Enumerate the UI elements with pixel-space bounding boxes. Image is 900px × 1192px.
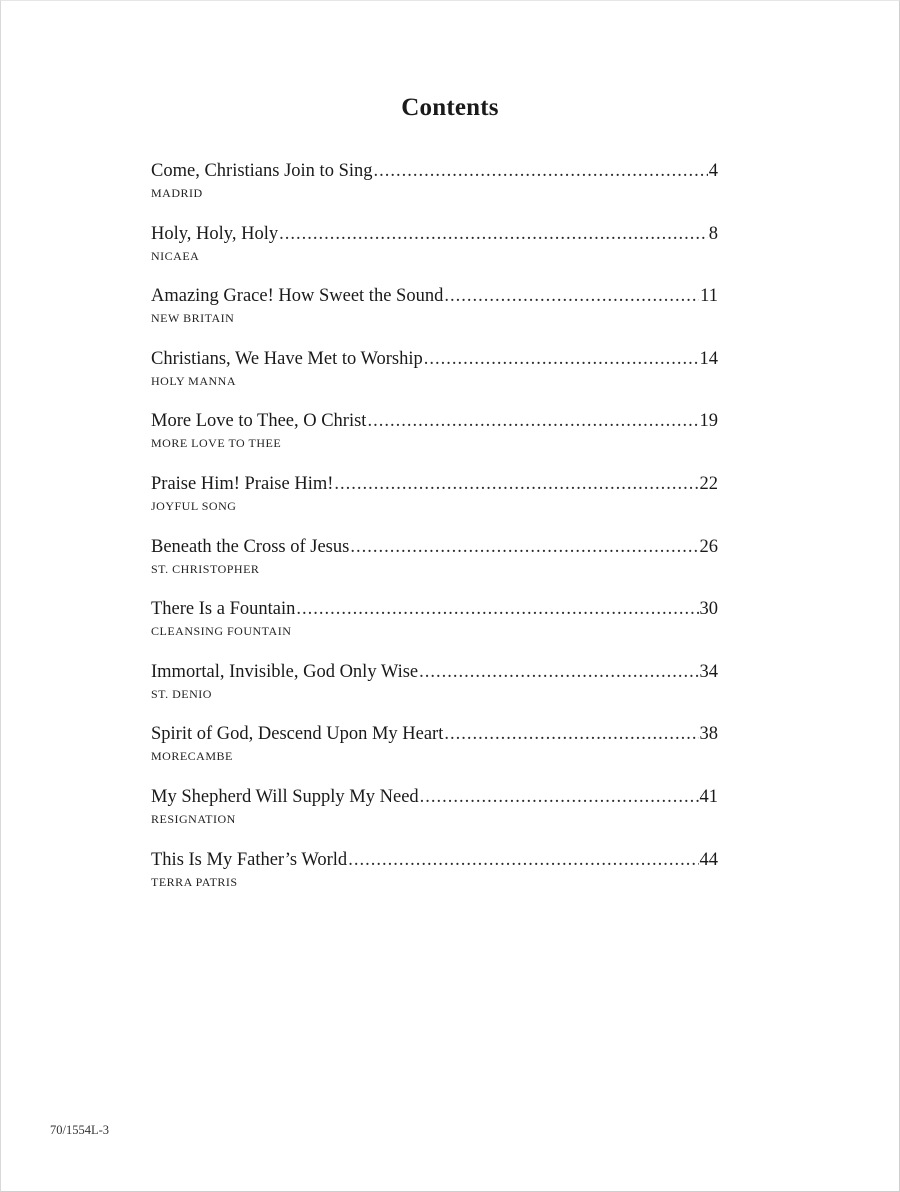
toc-entry — [151, 659, 718, 722]
toc-tune-name: MADRID — [151, 186, 203, 200]
toc-tune-name: RESIGNATION — [151, 811, 236, 826]
toc-page-number: 11 — [700, 286, 718, 307]
toc-line — [151, 784, 718, 810]
toc-entry-title[interactable]: Immortal, Invisible, God Only Wise — [151, 661, 419, 682]
dot-leader — [420, 784, 699, 810]
dot-leader — [419, 659, 698, 685]
toc-entry-title[interactable]: Spirit of God, Descend Upon My Heart — [151, 724, 444, 745]
toc-page-number: 8 — [708, 223, 718, 244]
toc-page-number: 34 — [699, 661, 718, 682]
toc-entry-title[interactable]: This Is My Father’s World — [151, 849, 348, 870]
toc-entry — [151, 596, 718, 659]
dot-leader — [348, 847, 698, 873]
page-title: Contents — [401, 94, 499, 121]
toc-line — [151, 534, 718, 560]
toc-entry-title[interactable]: Come, Christians Join to Sing — [151, 161, 373, 181]
toc-line — [151, 408, 718, 434]
toc-page-number: 19 — [699, 411, 718, 432]
toc-line — [151, 847, 718, 873]
toc-entry-title[interactable]: My Shepherd Will Supply My Need — [151, 786, 419, 807]
dot-leader — [444, 283, 699, 309]
toc-tune-name: MORECAMBE — [151, 749, 233, 764]
toc-entry-title[interactable]: Holy, Holy, Holy — [151, 223, 279, 244]
catalog-code: 70/1554L-3 — [50, 1123, 110, 1137]
toc-page-number: 4 — [708, 161, 718, 181]
toc-tune-name: ST. DENIO — [151, 686, 212, 701]
toc-line — [151, 721, 718, 747]
toc-line — [151, 596, 718, 622]
toc-line — [151, 346, 718, 372]
toc-entry-title[interactable]: Praise Him! Praise Him! — [151, 473, 334, 494]
toc-tune-name: TERRA PATRIS — [151, 874, 238, 889]
toc-page-number: 14 — [699, 348, 718, 369]
dot-leader — [367, 408, 698, 434]
toc-entry — [151, 534, 718, 597]
toc-tune-name: JOYFUL SONG — [151, 498, 237, 513]
dot-leader — [424, 346, 699, 372]
toc-page-number: 44 — [699, 849, 718, 870]
toc-page-number: 41 — [699, 786, 718, 807]
toc-line — [151, 283, 718, 309]
toc-entry — [151, 784, 718, 847]
toc-entry-title[interactable]: Amazing Grace! How Sweet the Sound — [151, 286, 444, 307]
toc-page-number: 22 — [699, 473, 718, 494]
toc-entry — [151, 346, 718, 409]
dot-leader — [444, 721, 698, 747]
toc-tune-name: NEW BRITAIN — [151, 311, 235, 326]
toc-page-number: 26 — [699, 536, 718, 557]
toc-entry-title[interactable]: More Love to Thee, O Christ — [151, 411, 367, 432]
dot-leader — [334, 471, 698, 497]
dot-leader — [279, 221, 708, 247]
toc-entry — [151, 408, 718, 471]
toc-entry — [151, 221, 718, 284]
toc-page-number: 30 — [699, 599, 718, 620]
toc-entry — [151, 283, 718, 346]
toc-line — [151, 221, 718, 247]
toc-line — [151, 158, 718, 184]
dot-leader — [350, 534, 698, 560]
toc-line — [151, 471, 718, 497]
toc-line — [151, 659, 718, 685]
toc-tune-name: ST. CHRISTOPHER — [151, 561, 260, 576]
toc-entry-title[interactable]: There Is a Fountain — [151, 599, 296, 620]
toc-entry — [151, 158, 718, 221]
toc-tune-name: NICAEA — [151, 248, 200, 263]
toc-tune-name: MORE LOVE TO THEE — [151, 436, 282, 451]
toc-page-number: 38 — [699, 724, 718, 745]
dot-leader — [296, 596, 698, 622]
toc-entry-title[interactable]: Christians, We Have Met to Worship — [151, 348, 423, 369]
toc-entry — [151, 471, 718, 534]
toc-entry-title[interactable]: Beneath the Cross of Jesus — [151, 536, 350, 557]
table-of-contents — [151, 158, 718, 909]
toc-entry — [151, 847, 718, 910]
toc-entry — [151, 721, 718, 784]
toc-tune-name: HOLY MANNA — [151, 373, 237, 388]
toc-tune-name: CLEANSING FOUNTAIN — [151, 624, 292, 639]
dot-leader — [374, 158, 708, 184]
